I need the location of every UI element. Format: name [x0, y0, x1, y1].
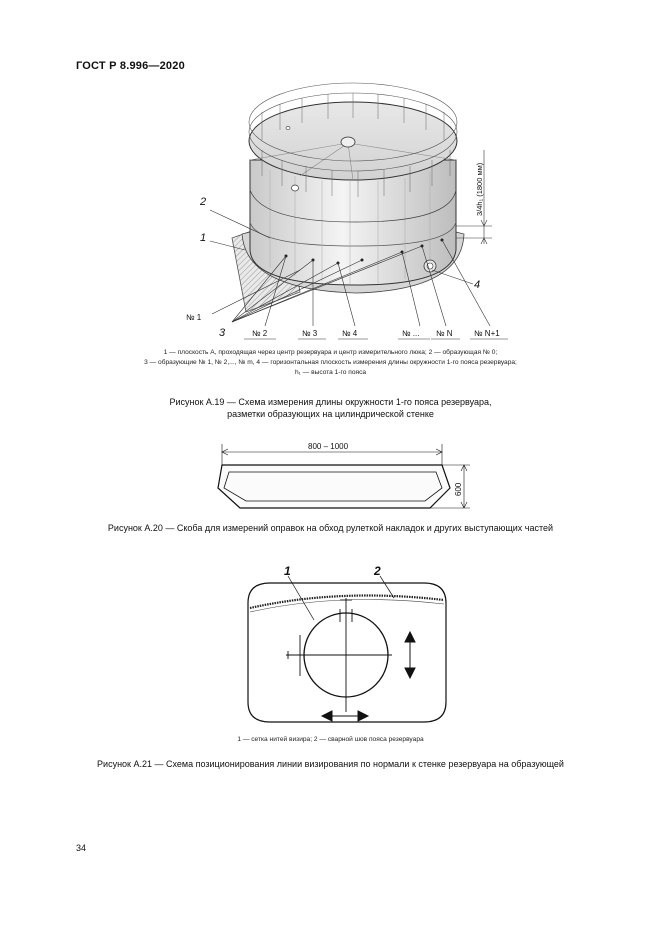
caption-a19-line-2: разметки образующих на цилиндрической стенке: [227, 409, 434, 419]
callout-3: 3: [219, 327, 226, 339]
document-header: ГОСТ Р 8.996—2020: [76, 60, 185, 72]
figure-a19-caption: [0, 396, 661, 420]
roof-center-hatch: [341, 137, 355, 147]
label-n3: № 3: [302, 329, 318, 338]
label-n2: № 2: [252, 329, 268, 338]
callout-1: 1: [200, 232, 207, 244]
label-n4: № 4: [342, 329, 358, 338]
legend-line-1: 1 — плоскость A, проходящая через центр резервуара и центр измерительного люка; 2 — образующая № 0;: [163, 349, 498, 356]
callout-4: 4: [474, 279, 481, 291]
figure-a21-sight-scheme: [248, 576, 446, 722]
caption-a19-line-1: Рисунок А.19 — Схема измерения длины окружности 1-го пояса резервуара,: [169, 397, 492, 407]
a21-callout-1: 1: [284, 564, 291, 578]
figure-a20-bracket: [218, 465, 450, 508]
dimension-label: 3/4h₁ (1800 мм): [475, 162, 484, 216]
bracket-height-label: 600: [454, 482, 463, 496]
callout-2: 2: [200, 196, 207, 208]
a21-callout-2: 2: [374, 564, 381, 578]
label-n1: № 1: [186, 313, 202, 322]
figure-a21-caption: Рисунок А.21 — Схема позиционирования линии визирования по нормали к стенке резервуара на образующей: [97, 759, 564, 769]
label-nN: № N: [436, 329, 453, 338]
label-ndots: № ...: [402, 329, 420, 338]
label-nN1: № N+1: [474, 329, 500, 338]
figure-a21-legend: 1 — сетка нитей визира; 2 — сварной шов пояса резервуара: [237, 736, 424, 743]
page-number: 34: [76, 843, 87, 853]
legend-line-3: h₁ — высота 1-го пояса: [294, 369, 367, 376]
legend-line-2: 3 — образующие № 1, № 2,..., № m, 4 — горизонтальная плоскость измерения длины окружности 1-го пояса резервуара;: [144, 359, 517, 366]
figure-a19-legend: [0, 348, 661, 378]
figure-a20-caption: Рисунок А.20 — Скоба для измерений оправок на обход рулеткой накладок и других выступающих частей: [107, 523, 554, 533]
bracket-width-label: 800 – 1000: [308, 442, 349, 451]
